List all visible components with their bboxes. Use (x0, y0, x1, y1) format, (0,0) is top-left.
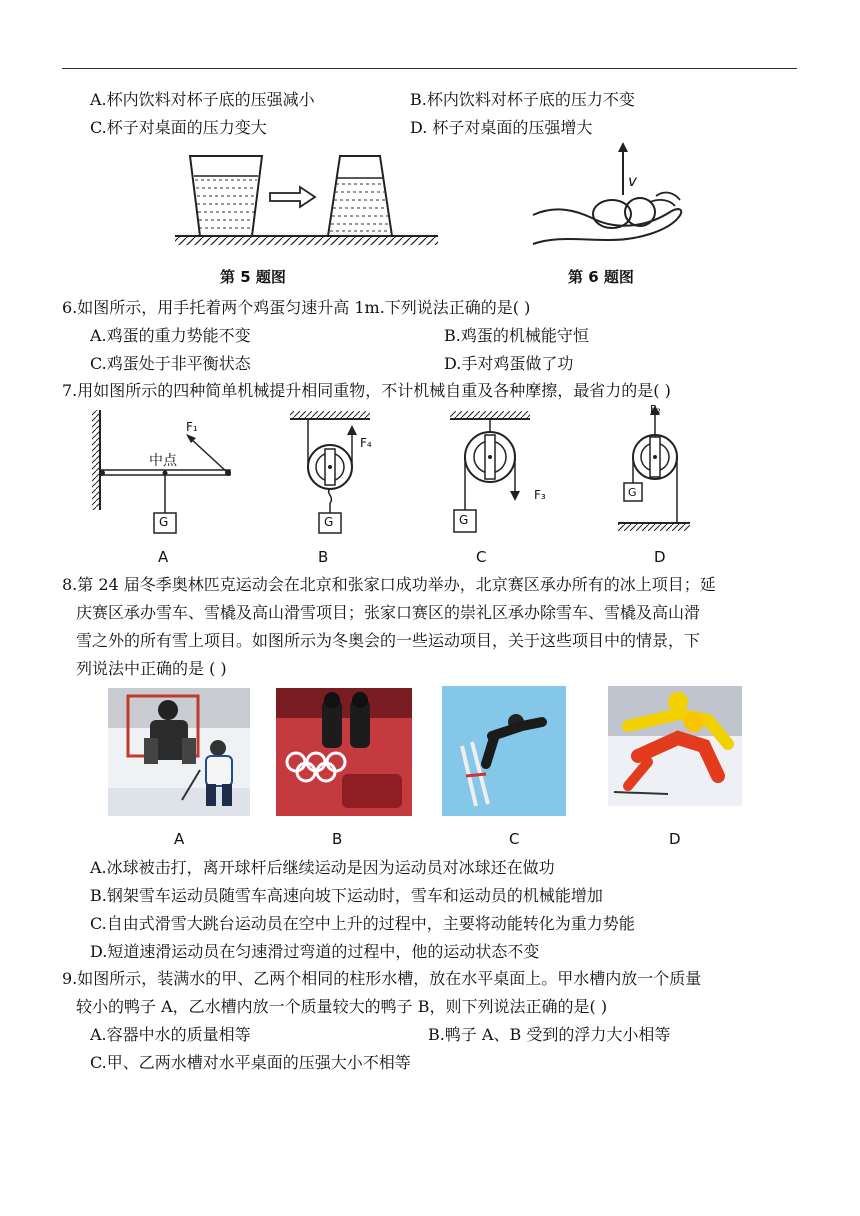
q5-figure-cups (170, 150, 440, 250)
q6-figure-caption: 第 6 题图 (568, 268, 634, 286)
q7-weight-b: G (324, 515, 334, 529)
q5-option-b: B.杯内饮料对杯子底的压力不变 (410, 90, 635, 109)
q8-photo-d-short-track (608, 686, 742, 806)
q9-option-a: A.容器中水的质量相等 (90, 1025, 251, 1044)
q6-option-d: D.手对鸡蛋做了功 (444, 354, 574, 373)
q8-photo-label-d: D (669, 830, 681, 848)
q8-option-b: B.钢架雪车运动员随雪车高速向坡下运动时，雪车和运动员的机械能增加 (90, 886, 603, 905)
q7-label-a: A (158, 548, 169, 566)
q7-label-b: B (318, 548, 329, 566)
q8-stem-line-2: 庆赛区承办雪车、雪橇及高山滑雪项目；张家口赛区的崇礼区承办除雪车、雪橇及高山滑 (76, 603, 701, 622)
q8-photo-label-c: C (509, 830, 520, 848)
q7-figure-machines (90, 405, 710, 540)
q6-figure-hand-eggs (530, 140, 690, 255)
q8-photo-label-a: A (174, 830, 185, 848)
q8-option-d: D.短道速滑运动员在匀速滑过弯道的过程中，他的运动状态不变 (90, 942, 540, 961)
q8-stem-line-3: 雪之外的所有雪上项目。如图所示为冬奥会的一些运动项目，关于这些项目中的情景，下 (76, 631, 701, 650)
q7-stem: 7.用如图所示的四种简单机械提升相同重物，不计机械自重及各种摩擦，最省力的是( ) (62, 381, 671, 400)
q7-force-f4: F₄ (360, 436, 372, 450)
q8-stem-line-4: 列说法中正确的是 ( ) (76, 659, 227, 678)
q9-option-b: B.鸭子 A、B 受到的浮力大小相等 (428, 1025, 671, 1044)
q8-stem-line-1: 8.第 24 届冬季奥林匹克运动会在北京和张家口成功举办，北京赛区承办所有的冰上项目；延 (62, 575, 716, 594)
header-rule (62, 68, 797, 69)
q9-stem-line-2: 较小的鸭子 A，乙水槽内放一个质量较大的鸭子 B，则下列说法正确的是( ) (76, 997, 608, 1016)
q8-photo-label-b: B (332, 830, 343, 848)
q5-figure-caption: 第 5 题图 (220, 268, 286, 286)
q8-option-c: C.自由式滑雪大跳台运动员在空中上升的过程中，主要将动能转化为重力势能 (90, 914, 635, 933)
q6-option-a: A.鸡蛋的重力势能不变 (90, 326, 251, 345)
q7-weight-a: G (159, 515, 169, 529)
q5-option-c: C.杯子对桌面的压力变大 (90, 118, 267, 137)
q7-force-f1: F₁ (186, 420, 198, 434)
q6-stem: 6.如图所示，用手托着两个鸡蛋匀速升高 1m.下列说法正确的是( ) (62, 298, 531, 317)
q7-label-c: C (476, 548, 487, 566)
q9-stem-line-1: 9.如图所示，装满水的甲、乙两个相同的柱形水槽，放在水平桌面上。甲水槽内放一个质量 (62, 969, 702, 988)
q7-weight-d: G (628, 486, 637, 499)
q8-photo-c-freestyle-ski (442, 686, 566, 816)
q7-force-f2: F₂ (650, 403, 661, 416)
q8-photo-b-skeleton-sled (276, 688, 412, 816)
q7-label-d: D (654, 548, 666, 566)
q6-option-c: C.鸡蛋处于非平衡状态 (90, 354, 251, 373)
q6-velocity-label: v (628, 172, 637, 190)
q8-option-a: A.冰球被击打，离开球杆后继续运动是因为运动员对冰球还在做功 (90, 858, 555, 877)
q7-weight-c: G (459, 513, 469, 527)
q8-photo-a-ice-hockey (108, 688, 250, 816)
q5-option-a: A.杯内饮料对杯子底的压强减小 (90, 90, 315, 109)
q7-midpoint-label: 中点 (149, 453, 177, 469)
q7-force-f3: F₃ (534, 488, 546, 502)
q5-option-d: D. 杯子对桌面的压强增大 (410, 118, 593, 137)
q6-option-b: B.鸡蛋的机械能守恒 (444, 326, 589, 345)
q9-option-c: C.甲、乙两水槽对水平桌面的压强大小不相等 (90, 1053, 411, 1072)
